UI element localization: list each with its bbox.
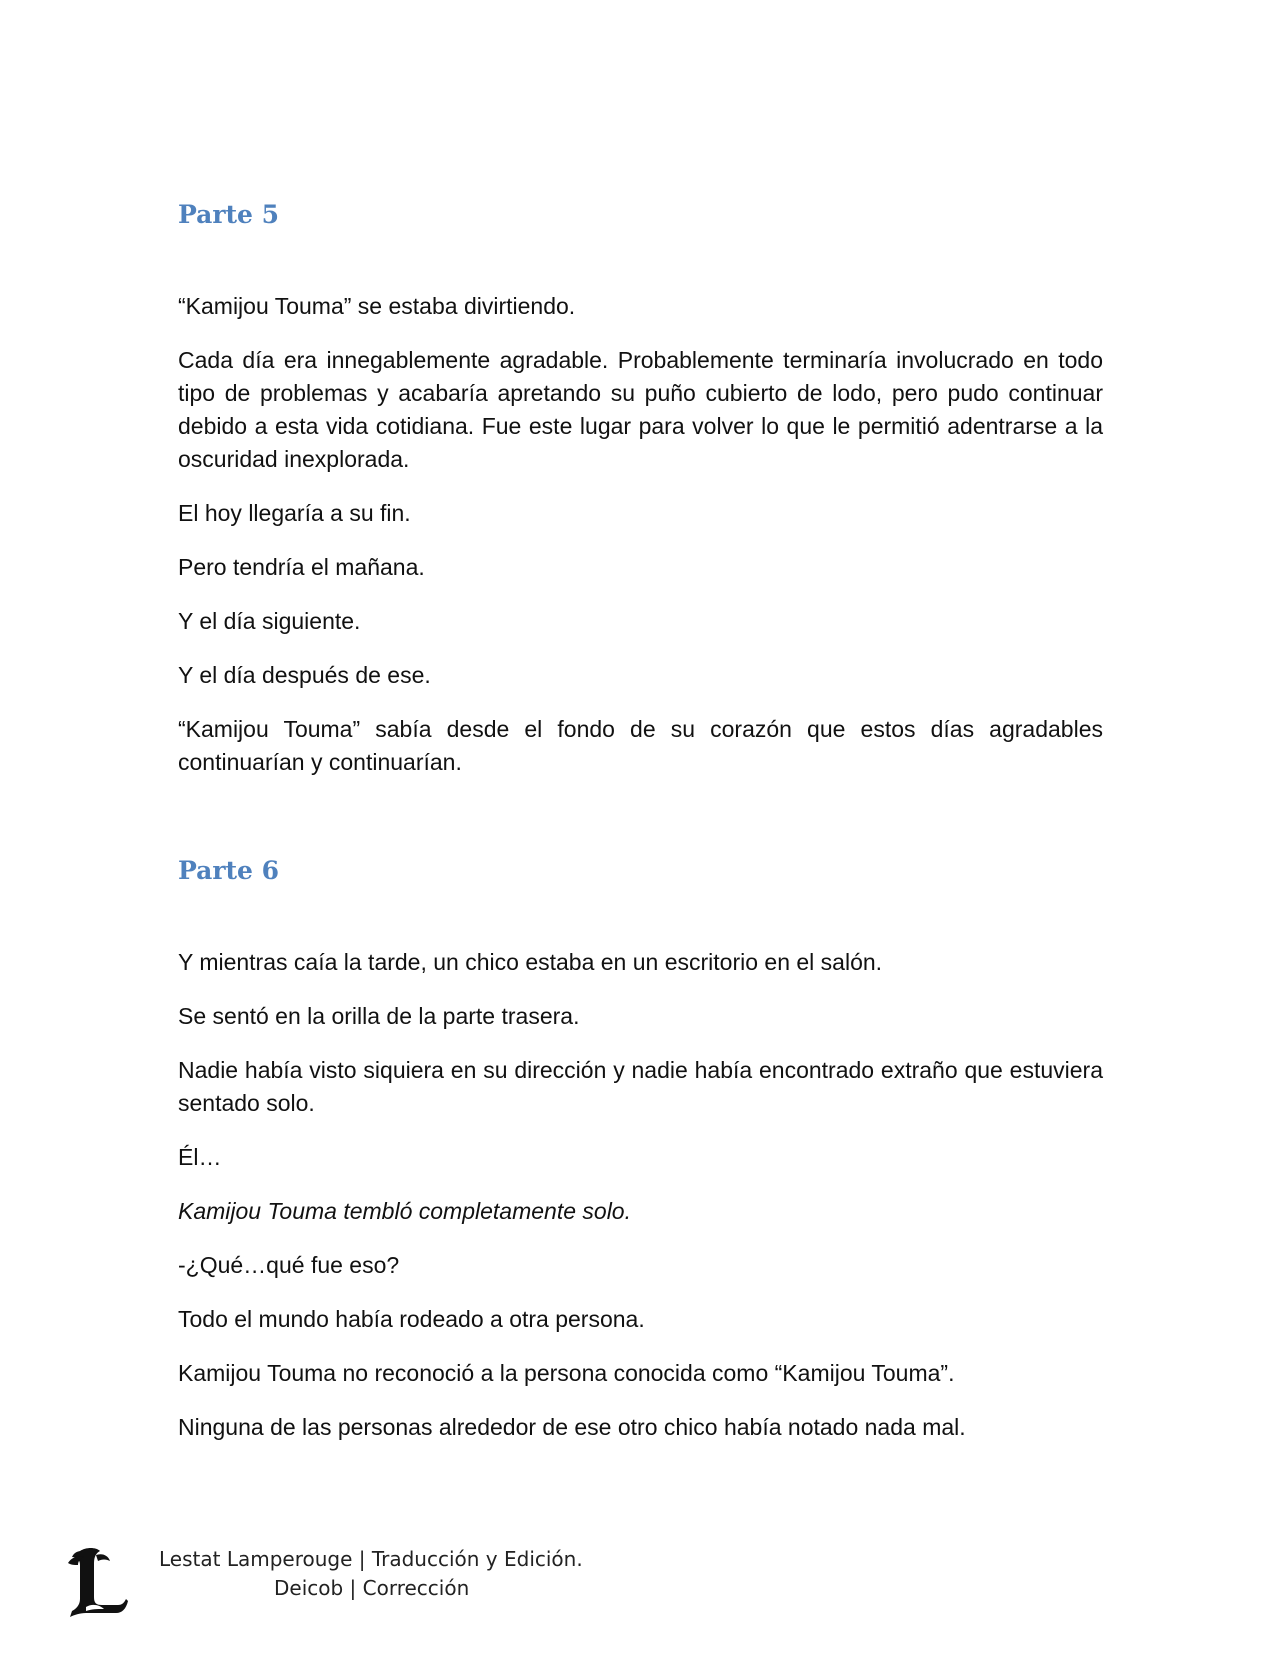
- gothic-letter-L-icon: [66, 1545, 130, 1617]
- paragraph: Nadie había visto siquiera en su dirección y nadie había encontrado extraño que estuviera sentado solo.: [178, 1057, 1103, 1116]
- paragraph: El hoy llegaría a su fin.: [178, 500, 411, 526]
- page-footer: [66, 1545, 626, 1625]
- paragraph: Kamijou Touma no reconoció a la persona conocida como “Kamijou Touma”.: [178, 1360, 955, 1386]
- paragraph: Se sentó en la orilla de la parte trasera.: [178, 1003, 580, 1029]
- credits: [159, 1545, 583, 1603]
- section-heading-parte-5: Parte 5: [178, 200, 280, 229]
- credit-line-correction: Deicob | Corrección: [274, 1576, 470, 1600]
- paragraph: Y mientras caía la tarde, un chico estaba en un escritorio en el salón.: [178, 949, 883, 975]
- paragraph-italic: Kamijou Touma tembló completamente solo.: [178, 1198, 631, 1224]
- section-5-body: [178, 290, 1103, 800]
- paragraph: Pero tendría el mañana.: [178, 554, 425, 580]
- paragraph: Y el día después de ese.: [178, 662, 431, 688]
- credit-line-translation: Lestat Lamperouge | Traducción y Edición.: [159, 1547, 583, 1571]
- paragraph: “Kamijou Touma” sabía desde el fondo de su corazón que estos días agradables continuarían y continuarían.: [178, 716, 1103, 775]
- paragraph: Y el día siguiente.: [178, 608, 361, 634]
- paragraph: Él…: [178, 1144, 222, 1170]
- paragraph: “Kamijou Touma” se estaba divirtiendo.: [178, 293, 576, 319]
- section-heading-parte-6: Parte 6: [178, 856, 280, 885]
- paragraph: Ninguna de las personas alrededor de ese otro chico había notado nada mal.: [178, 1414, 966, 1440]
- paragraph: Todo el mundo había rodeado a otra persona.: [178, 1306, 645, 1332]
- section-6-body: [178, 946, 1103, 1465]
- paragraph: -¿Qué…qué fue eso?: [178, 1252, 400, 1278]
- paragraph: Cada día era innegablemente agradable. Probablemente terminaría involucrado en todo tipo de problemas y acabaría apretando su puño cubierto de lodo, pero pudo continuar debido a esta vida cotidiana. Fue este lugar para volver lo que le permitió adentrarse a la oscuridad inexplorada.: [178, 347, 1103, 472]
